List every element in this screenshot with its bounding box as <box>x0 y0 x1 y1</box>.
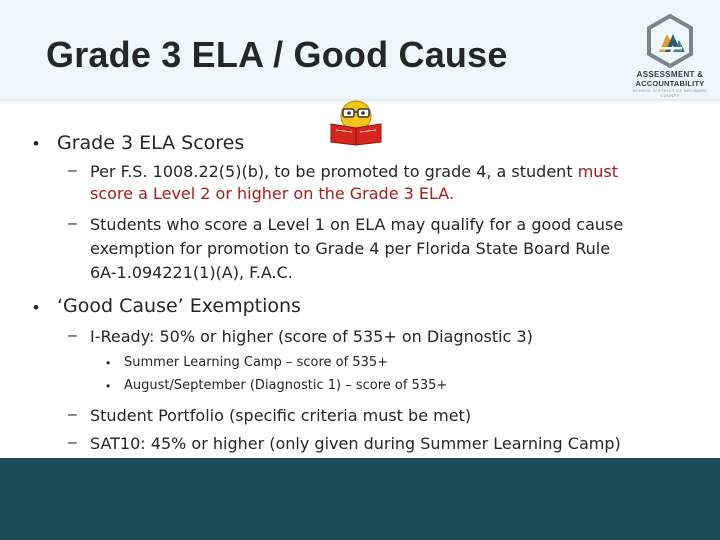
promotion-requirement <box>90 161 690 183</box>
dash-marker: – <box>68 434 77 451</box>
bullet-dot: • <box>106 356 111 370</box>
level1-exemption-line1: Students who score a Level 1 on ELA may qualify for a good cause <box>90 215 624 234</box>
smiley-reading-book-icon <box>328 98 384 146</box>
summer-learning-camp-item: Summer Learning Camp – score of 535+ <box>124 355 389 370</box>
aug-sep-diagnostic-item: August/September (Diagnostic 1) – score of 535+ <box>124 378 448 393</box>
dash-marker: – <box>68 327 77 344</box>
assessment-accountability-logo <box>628 8 712 98</box>
slide-title: Grade 3 ELA / Good Cause <box>46 34 508 75</box>
bullet-grade3-ela-scores: Grade 3 ELA Scores <box>57 132 245 154</box>
bullet-good-cause-exemptions: ‘Good Cause’ Exemptions <box>57 295 301 317</box>
logo-text-line2: ACCOUNTABILITY <box>635 79 705 88</box>
dash-marker: – <box>68 162 77 179</box>
bullet-dot: • <box>106 379 111 393</box>
level1-exemption-line3: 6A-1.094221(1)(A), F.A.C. <box>90 263 293 282</box>
dash-marker: – <box>68 406 77 423</box>
iready-criterion: I-Ready: 50% or higher (score of 535+ on Diagnostic 3) <box>90 327 533 346</box>
slide-footer-band <box>0 458 720 540</box>
bullet-dot: • <box>33 298 39 317</box>
level1-exemption-line2: exemption for promotion to Grade 4 per Florida State Board Rule <box>90 239 611 258</box>
hexagon-logo-icon <box>646 14 694 68</box>
logo-text-line3: SCHOOL DISTRICT OF BROWARD COUNTY <box>632 88 708 98</box>
logo-text-line1: ASSESSMENT & <box>636 70 704 79</box>
sat10-criterion: SAT10: 45% or higher (only given during Summer Learning Camp) <box>90 434 621 453</box>
dash-marker: – <box>68 215 77 232</box>
promotion-requirement-text: Per F.S. 1008.22(5)(b), to be promoted to grade 4, a student <box>90 162 578 181</box>
promotion-requirement-level2: score a Level 2 or higher on the Grade 3 ELA. <box>90 184 455 203</box>
promotion-requirement-must: must <box>577 162 619 181</box>
bullet-dot: • <box>33 134 39 153</box>
student-portfolio-criterion: Student Portfolio (specific criteria must be met) <box>90 406 472 425</box>
